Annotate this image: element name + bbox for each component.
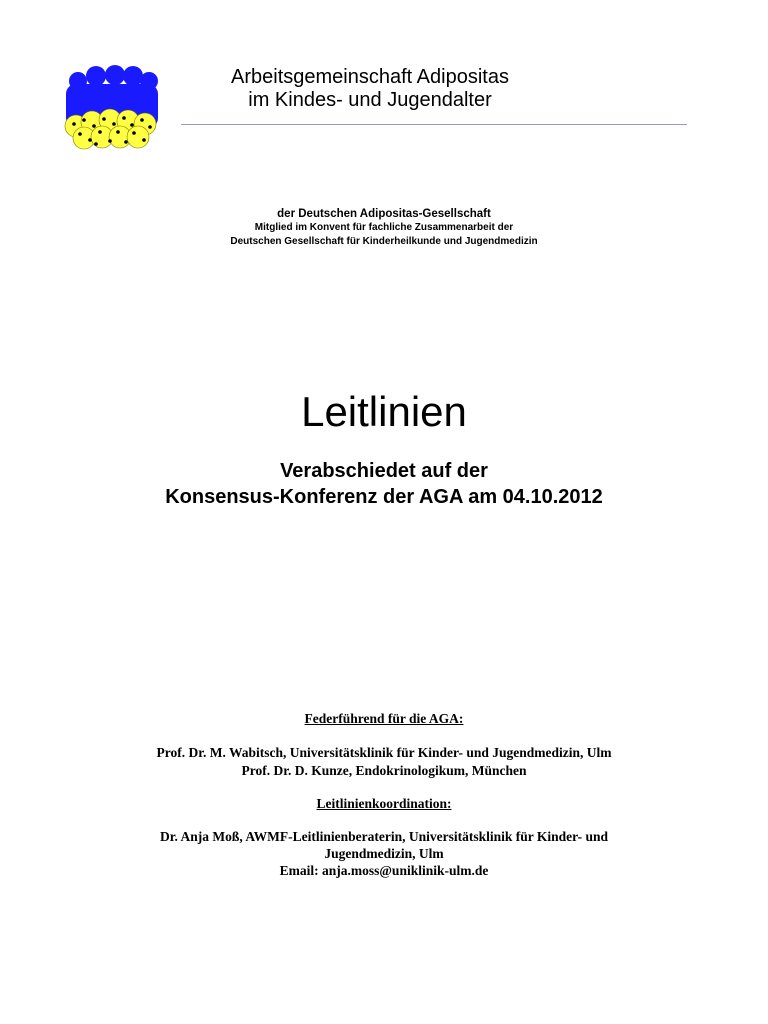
aga-logo <box>62 64 162 154</box>
lead-author-1: Prof. Dr. M. Wabitsch, Universitätsklinik für Kinder- und Jugendmedizin, Ulm <box>156 745 612 760</box>
coordination-heading: Leitlinienkoordination: <box>316 796 452 811</box>
organization-name <box>180 66 560 112</box>
header-divider <box>181 124 687 125</box>
affiliation-line3: Deutschen Gesellschaft für Kinderheilkunde und Jugendmedizin <box>230 236 538 247</box>
coordinator-email: Email: anja.moss@uniklinik-ulm.de <box>279 863 489 878</box>
affiliation-line2: Mitglied im Konvent für fachliche Zusammenarbeit der <box>254 222 514 233</box>
coordinator-line2: Jugendmedizin, Ulm <box>324 846 444 861</box>
lead-author-2: Prof. Dr. D. Kunze, Endokrinologikum, München <box>241 763 527 778</box>
org-name-line1: Arbeitsgemeinschaft Adipositas <box>231 66 509 88</box>
coordinator-line1: Dr. Anja Moß, AWMF-Leitlinienberaterin, Universitätsklinik für Kinder- und <box>159 829 609 844</box>
subtitle-line1: Verabschiedet auf der <box>280 460 488 482</box>
org-name-line2: im Kindes- und Jugendalter <box>248 89 492 111</box>
subtitle-line2: Konsensus-Konferenz der AGA am 04.10.2012 <box>165 486 603 508</box>
affiliation-line1: der Deutschen Adipositas-Gesellschaft <box>277 208 491 220</box>
document-title: Leitlinien <box>301 388 467 435</box>
lead-heading: Federführend für die AGA: <box>304 711 464 726</box>
